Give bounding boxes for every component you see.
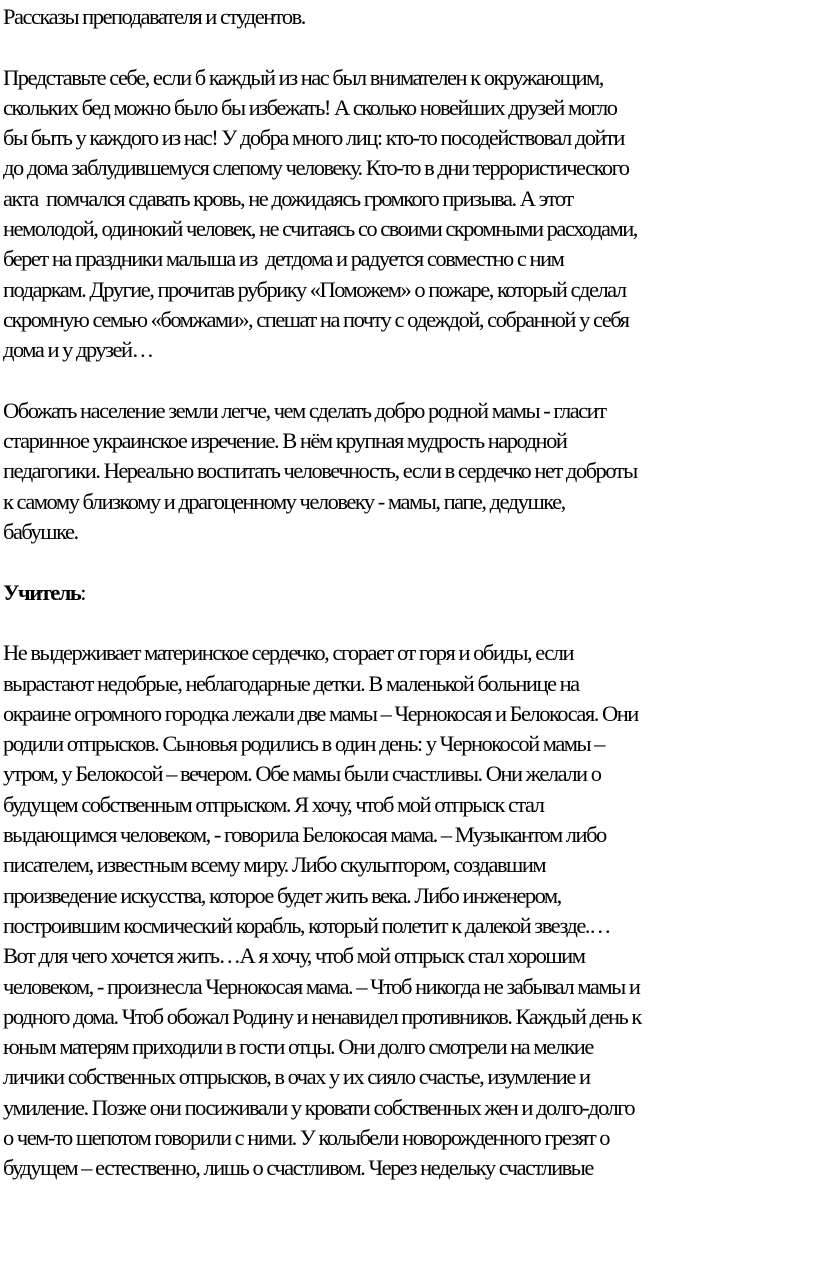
text-line: скромную семью «бомжами», спешат на почту с одеждой, собранной у себя [3,306,629,332]
text-line: акта помчался сдавать кровь, не дожидаясь громкого призыва. А этот [3,185,573,211]
speaker-line [3,578,815,608]
text-line: Не выдерживает материнское сердечко, сгорает от горя и обиды, если [3,640,574,666]
text-line: родного дома. Чтоб обожал Родину и ненавидел противников. Каждый день к [3,1003,641,1029]
speaker-name: Учитель [3,579,81,605]
text-line: юным матерям приходили в гости отцы. Они долго смотрели на мелкие [3,1034,593,1060]
paragraph-intro [3,63,815,366]
text-line: родили отпрысков. Сыновья родились в один день: у Чернокосой мамы – [3,731,605,757]
text-line: вырастают недобрые, неблагодарные детки. В маленькой больнице на [3,670,579,696]
text-line: старинное украинское изречение. В нём крупная мудрость народной [3,428,567,454]
text-line: берет на праздники малыша из детдома и радуется совместно с ним [3,246,564,272]
text-line: окраине огромного городка лежали две мамы – Чернокосая и Белокосая. Они [3,700,638,726]
document-page [3,2,815,1184]
text-line: будущем – естественно, лишь о счастливом. Через недельку счастливые [3,1155,593,1181]
document-title [3,2,815,32]
text-line: умиление. Позже они посиживали у кровати собственных жен и долго-долго [3,1094,635,1120]
speaker-heading [3,578,815,608]
speaker-colon: : [80,579,85,605]
paragraph-story [3,638,815,1183]
text-line: подаркам. Другие, прочитав рубрику «Поможем» о пожаре, который сделал [3,276,626,302]
text-line: немолодой, одинокий человек, не считаясь со своими скромными расходами, [3,216,637,242]
title-line: Рассказы преподавателя и студентов. [3,4,305,29]
text-line: до дома заблудившемуся слепому человеку. Кто-то в дни террористического [3,155,629,181]
text-line: личики собственных отпрысков, в очах у их сияло счастье, изумление и [3,1064,590,1090]
text-line: дома и у друзей… [3,337,153,363]
text-line: будущем собственным отпрыском. Я хочу, чтоб мой отпрыск стал [3,791,544,817]
paragraph-proverb [3,396,815,547]
text-line: о чем-то шепотом говорили с ними. У колыбели новорожденного грезят о [3,1124,610,1150]
text-line: к самому близкому и драгоценному человеку - мамы, папе, дедушке, [3,488,565,514]
text-line: скольких бед можно было бы избежать! А сколько новейших друзей могло [3,94,617,120]
text-line: Вот для чего хочется жить…А я хочу, чтоб мой отпрыск стал хорошим [3,943,585,969]
text-line: педагогики. Нереально воспитать человечность, если в сердечко нет доброты [3,458,637,484]
text-line: произведение искусства, которое будет жить века. Либо инженером, [3,882,561,908]
text-line: построившим космический корабль, который полетит к далекой звезде.… [3,912,610,938]
text-line: человеком, - произнесла Чернокосая мама. – Чтоб никогда не забывал мамы и [3,973,640,999]
text-line: Обожать население земли легче, чем сделать добро родной мамы - гласит [3,397,606,423]
text-line: выдающимся человеком, - говорила Белокосая мама. – Музыкантом либо [3,822,606,848]
text-line: утром, у Белокосой – вечером. Обе мамы были счастливы. Они желали о [3,761,601,787]
text-line: писателем, известным всему миру. Либо скульптором, создавшим [3,852,546,878]
text-line: бабушке. [3,519,78,545]
text-line: бы быть у каждого из нас! У добра много лиц: кто-то посодействовал дойти [3,125,624,151]
text-line: Представьте себе, если б каждый из нас был внимателен к окружающим, [3,64,603,90]
